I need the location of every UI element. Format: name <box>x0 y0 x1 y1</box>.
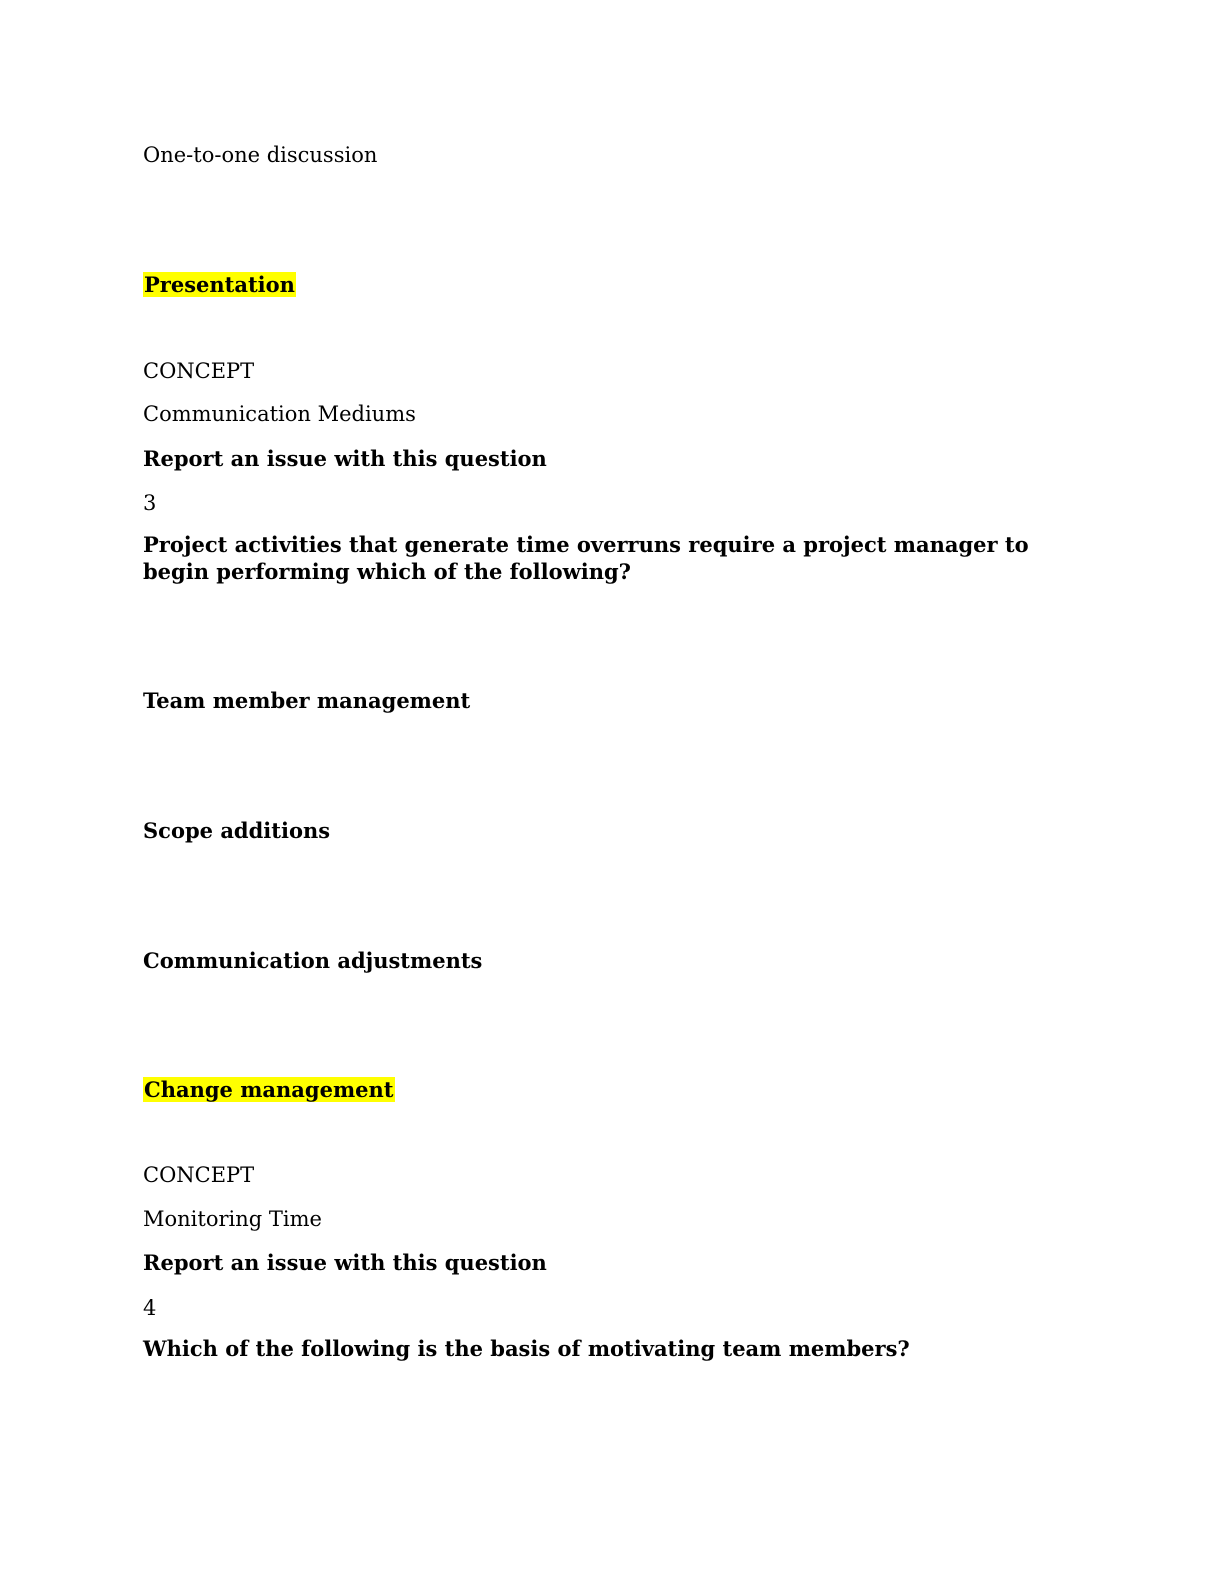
question-text: Project activities that generate time overruns require a project manager to begin performing which of the following? <box>143 532 1029 584</box>
report-issue-link[interactable]: Report an issue with this question <box>143 1250 547 1275</box>
answer-option: Scope additions <box>143 818 331 843</box>
answer-option: Team member management <box>143 688 471 713</box>
question-text: Which of the following is the basis of motivating team members? <box>143 1336 910 1361</box>
correct-answer <box>143 271 296 299</box>
concept-label: CONCEPT <box>143 359 255 383</box>
concept-name: Monitoring Time <box>143 1207 322 1231</box>
concept-name: Communication Mediums <box>143 402 416 426</box>
answer-highlight: Presentation <box>144 272 295 297</box>
answer-highlight: Change management <box>144 1077 394 1102</box>
correct-answer <box>143 1076 395 1104</box>
question-number: 4 <box>143 1296 157 1320</box>
question-number: 3 <box>143 491 157 515</box>
concept-label: CONCEPT <box>143 1163 255 1187</box>
answer-option: Communication adjustments <box>143 948 483 973</box>
report-issue-link[interactable]: Report an issue with this question <box>143 446 547 471</box>
answer-option: One-to-one discussion <box>143 143 378 167</box>
